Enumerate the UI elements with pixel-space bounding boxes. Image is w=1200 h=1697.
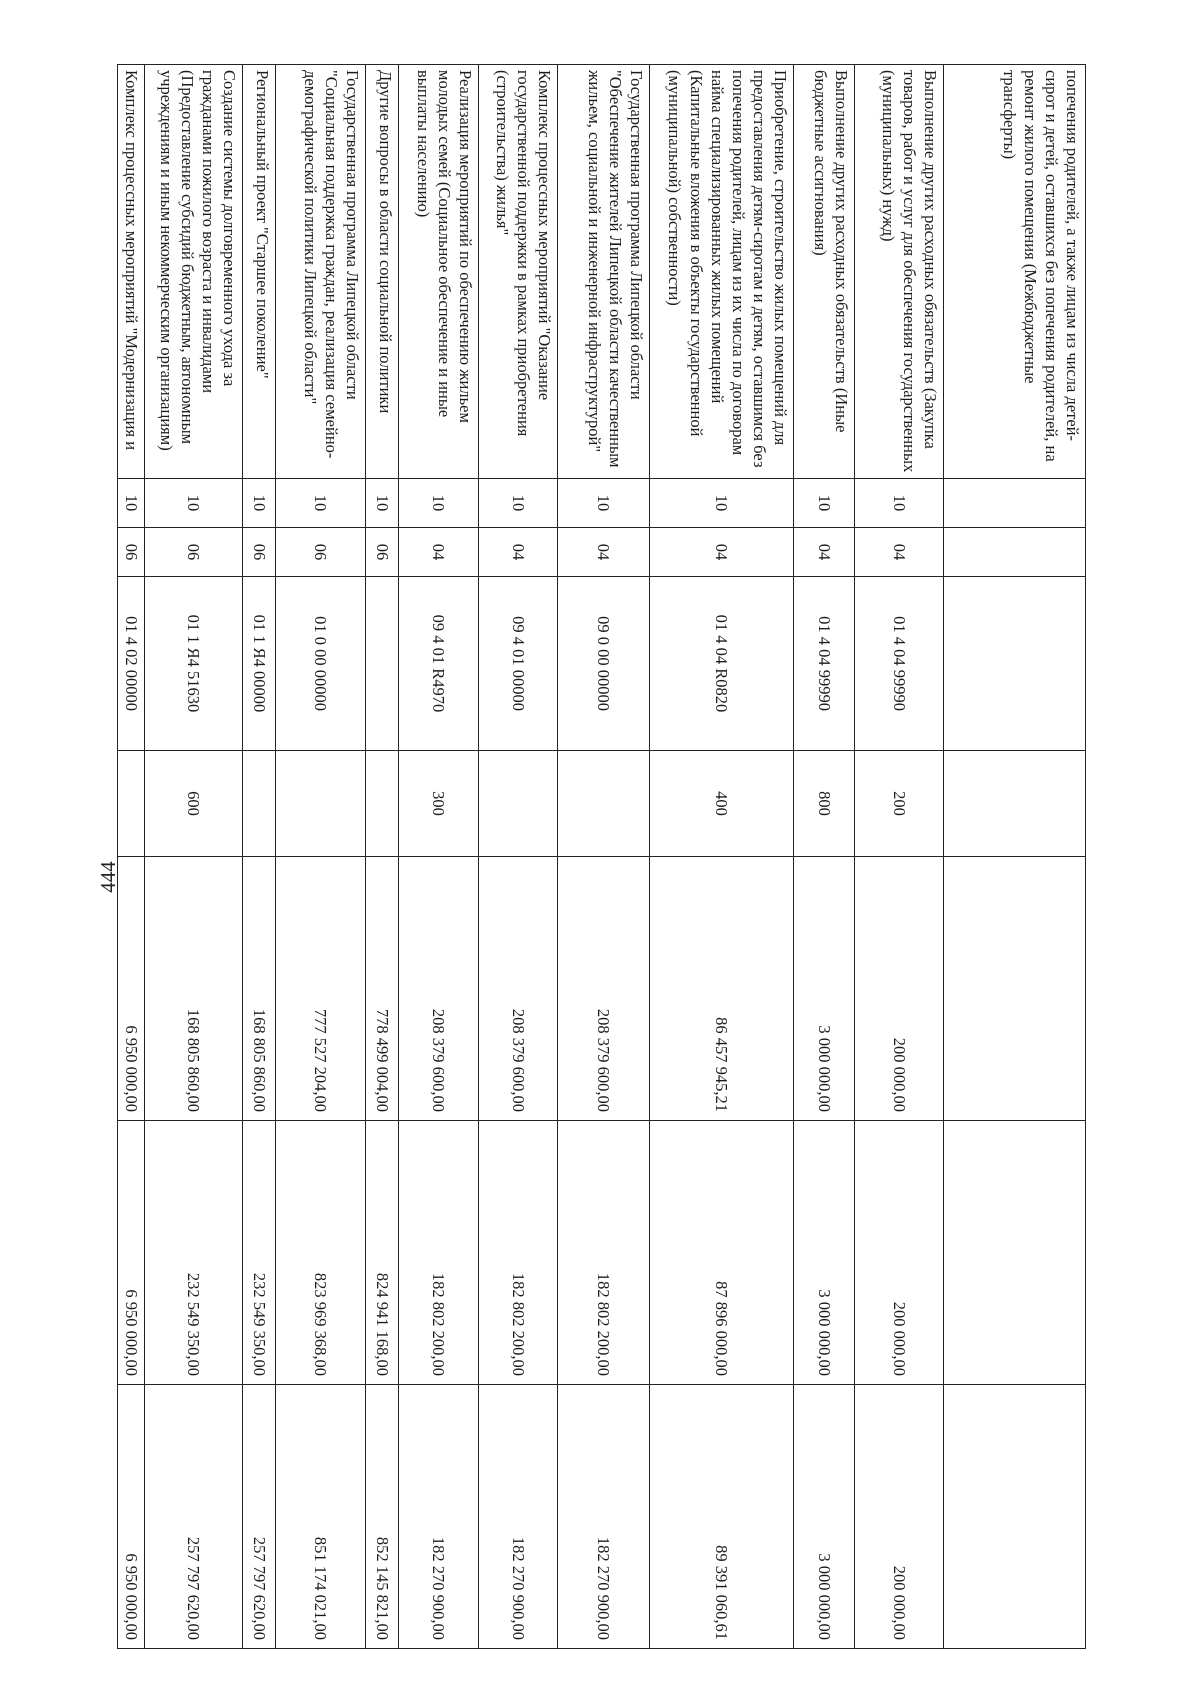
sum2-cell: 87 896 000,00 xyxy=(650,1121,794,1385)
row-name: Создание системы долговременного ухода за гражданами пожилого возраста и инвалидами (Предоставление субсидий бюджетным, автономным учреждениям и иным некоммерческим организациям) xyxy=(145,65,243,479)
row-name: Региональный проект "Старшее поколение" xyxy=(243,65,276,479)
sum3-cell: 6 950 000,00 xyxy=(118,1385,145,1649)
csr-cell: 01 1 Я4 51630 xyxy=(145,577,243,751)
vr-cell xyxy=(243,751,276,857)
sum3-cell: 257 797 620,00 xyxy=(145,1385,243,1649)
sum3-cell: 182 270 900,00 xyxy=(479,1385,558,1649)
csr-cell: 01 4 04 99990 xyxy=(794,577,855,751)
podrazdel-cell xyxy=(944,528,1086,577)
sum2-cell: 232 549 350,00 xyxy=(243,1121,276,1385)
razdel-cell: 10 xyxy=(243,479,276,528)
row-name: Выполнение других расходных обязательств (Закупка товаров, работ и услуг для обеспечения государственных (муниципальных) нужд) xyxy=(855,65,944,479)
csr-cell xyxy=(944,577,1086,751)
sum3-cell: 3 000 000,00 xyxy=(794,1385,855,1649)
table-row xyxy=(944,65,1086,1649)
vr-cell xyxy=(366,751,399,857)
sum3-cell: 182 270 900,00 xyxy=(558,1385,650,1649)
sum1-cell: 3 000 000,00 xyxy=(794,857,855,1121)
podrazdel-cell: 04 xyxy=(855,528,944,577)
sum1-cell: 208 379 600,00 xyxy=(399,857,479,1121)
vr-cell xyxy=(479,751,558,857)
table-row xyxy=(794,65,855,1649)
podrazdel-cell: 04 xyxy=(479,528,558,577)
row-name: Государственная программа Липецкой области "Обеспечение жителей Липецкой области качественным жильем, социальной и инженерной инфраструктурой" xyxy=(558,65,650,479)
sum3-cell: 851 174 021,00 xyxy=(276,1385,366,1649)
csr-cell: 01 1 Я4 00000 xyxy=(243,577,276,751)
razdel-cell xyxy=(944,479,1086,528)
sum1-cell: 208 379 600,00 xyxy=(558,857,650,1121)
vr-cell xyxy=(944,751,1086,857)
podrazdel-cell: 04 xyxy=(399,528,479,577)
sum1-cell: 777 527 204,00 xyxy=(276,857,366,1121)
row-name: Государственная программа Липецкой области "Социальная поддержка граждан, реализация семейно-демографической политики Липецкой области" xyxy=(276,65,366,479)
sum1-cell: 778 499 004,00 xyxy=(366,857,399,1121)
table-row xyxy=(479,65,558,1649)
vr-cell: 600 xyxy=(145,751,243,857)
sum3-cell xyxy=(944,1385,1086,1649)
sum1-cell: 6 950 000,00 xyxy=(118,857,145,1121)
page-number: 444 xyxy=(96,861,120,893)
table-row xyxy=(399,65,479,1649)
razdel-cell: 10 xyxy=(479,479,558,528)
sum2-cell: 182 802 200,00 xyxy=(399,1121,479,1385)
csr-cell: 01 0 00 00000 xyxy=(276,577,366,751)
table-row xyxy=(118,65,145,1649)
vr-cell: 800 xyxy=(794,751,855,857)
sum2-cell: 6 950 000,00 xyxy=(118,1121,145,1385)
table-row xyxy=(276,65,366,1649)
vr-cell: 400 xyxy=(650,751,794,857)
vr-cell xyxy=(276,751,366,857)
sum3-cell: 200 000,00 xyxy=(855,1385,944,1649)
sum1-cell: 86 457 945,21 xyxy=(650,857,794,1121)
table-row xyxy=(855,65,944,1649)
sum3-cell: 257 797 620,00 xyxy=(243,1385,276,1649)
csr-cell: 09 4 01 00000 xyxy=(479,577,558,751)
sum1-cell: 208 379 600,00 xyxy=(479,857,558,1121)
csr-cell: 01 4 02 00000 xyxy=(118,577,145,751)
razdel-cell: 10 xyxy=(794,479,855,528)
csr-cell: 01 4 04 99990 xyxy=(855,577,944,751)
razdel-cell: 10 xyxy=(558,479,650,528)
sum2-cell: 823 969 368,00 xyxy=(276,1121,366,1385)
sum1-cell: 168 805 860,00 xyxy=(145,857,243,1121)
razdel-cell: 10 xyxy=(366,479,399,528)
podrazdel-cell: 04 xyxy=(650,528,794,577)
csr-cell: 01 4 04 R0820 xyxy=(650,577,794,751)
sum2-cell: 182 802 200,00 xyxy=(558,1121,650,1385)
sum1-cell xyxy=(944,857,1086,1121)
vr-cell xyxy=(118,751,145,857)
row-name: Реализация мероприятий по обеспечению жильем молодых семей (Социальное обеспечение и иные выплаты населению) xyxy=(399,65,479,479)
row-name: попечения родителей, а также лицам из числа детей-сирот и детей, оставшихся без попечения родителей, на ремонт жилого помещения (Межбюджетные трансферты) xyxy=(944,65,1086,479)
podrazdel-cell: 04 xyxy=(558,528,650,577)
sum3-cell: 182 270 900,00 xyxy=(399,1385,479,1649)
razdel-cell: 10 xyxy=(118,479,145,528)
csr-cell xyxy=(366,577,399,751)
table-row xyxy=(650,65,794,1649)
sum2-cell: 232 549 350,00 xyxy=(145,1121,243,1385)
podrazdel-cell: 06 xyxy=(118,528,145,577)
podrazdel-cell: 06 xyxy=(145,528,243,577)
budget-table xyxy=(117,64,1086,1649)
rotated-page xyxy=(118,64,1086,1648)
sum2-cell xyxy=(944,1121,1086,1385)
podrazdel-cell: 04 xyxy=(794,528,855,577)
table-body xyxy=(118,65,1086,1649)
row-name: Комплекс процессных мероприятий "Модернизация и xyxy=(118,65,145,479)
sum2-cell: 182 802 200,00 xyxy=(479,1121,558,1385)
podrazdel-cell: 06 xyxy=(366,528,399,577)
sum2-cell: 200 000,00 xyxy=(855,1121,944,1385)
razdel-cell: 10 xyxy=(399,479,479,528)
csr-cell: 09 0 00 00000 xyxy=(558,577,650,751)
sum1-cell: 200 000,00 xyxy=(855,857,944,1121)
razdel-cell: 10 xyxy=(855,479,944,528)
vr-cell: 300 xyxy=(399,751,479,857)
sum1-cell: 168 805 860,00 xyxy=(243,857,276,1121)
row-name: Приобретение, строительство жилых помещений для предоставления детям-сиротам и детям, оставшимся без попечения родителей, лицам из их числа по договорам найма специализированных жилых помещений (Капитальные вложения в объекты государственной (муниципальной) собственности) xyxy=(650,65,794,479)
sum2-cell: 824 941 168,00 xyxy=(366,1121,399,1385)
table-row xyxy=(145,65,243,1649)
row-name: Выполнение других расходных обязательств (Иные бюджетные ассигнования) xyxy=(794,65,855,479)
sum3-cell: 89 391 060,61 xyxy=(650,1385,794,1649)
table-row xyxy=(243,65,276,1649)
sum2-cell: 3 000 000,00 xyxy=(794,1121,855,1385)
csr-cell: 09 4 01 R4970 xyxy=(399,577,479,751)
table-row xyxy=(558,65,650,1649)
razdel-cell: 10 xyxy=(650,479,794,528)
razdel-cell: 10 xyxy=(276,479,366,528)
podrazdel-cell: 06 xyxy=(276,528,366,577)
row-name: Другие вопросы в области социальной политики xyxy=(366,65,399,479)
vr-cell xyxy=(558,751,650,857)
razdel-cell: 10 xyxy=(145,479,243,528)
row-name: Комплекс процессных мероприятий "Оказание государственной поддержки в рамках приобретения (строительства) жилья" xyxy=(479,65,558,479)
podrazdel-cell: 06 xyxy=(243,528,276,577)
vr-cell: 200 xyxy=(855,751,944,857)
sum3-cell: 852 145 821,00 xyxy=(366,1385,399,1649)
table-row xyxy=(366,65,399,1649)
